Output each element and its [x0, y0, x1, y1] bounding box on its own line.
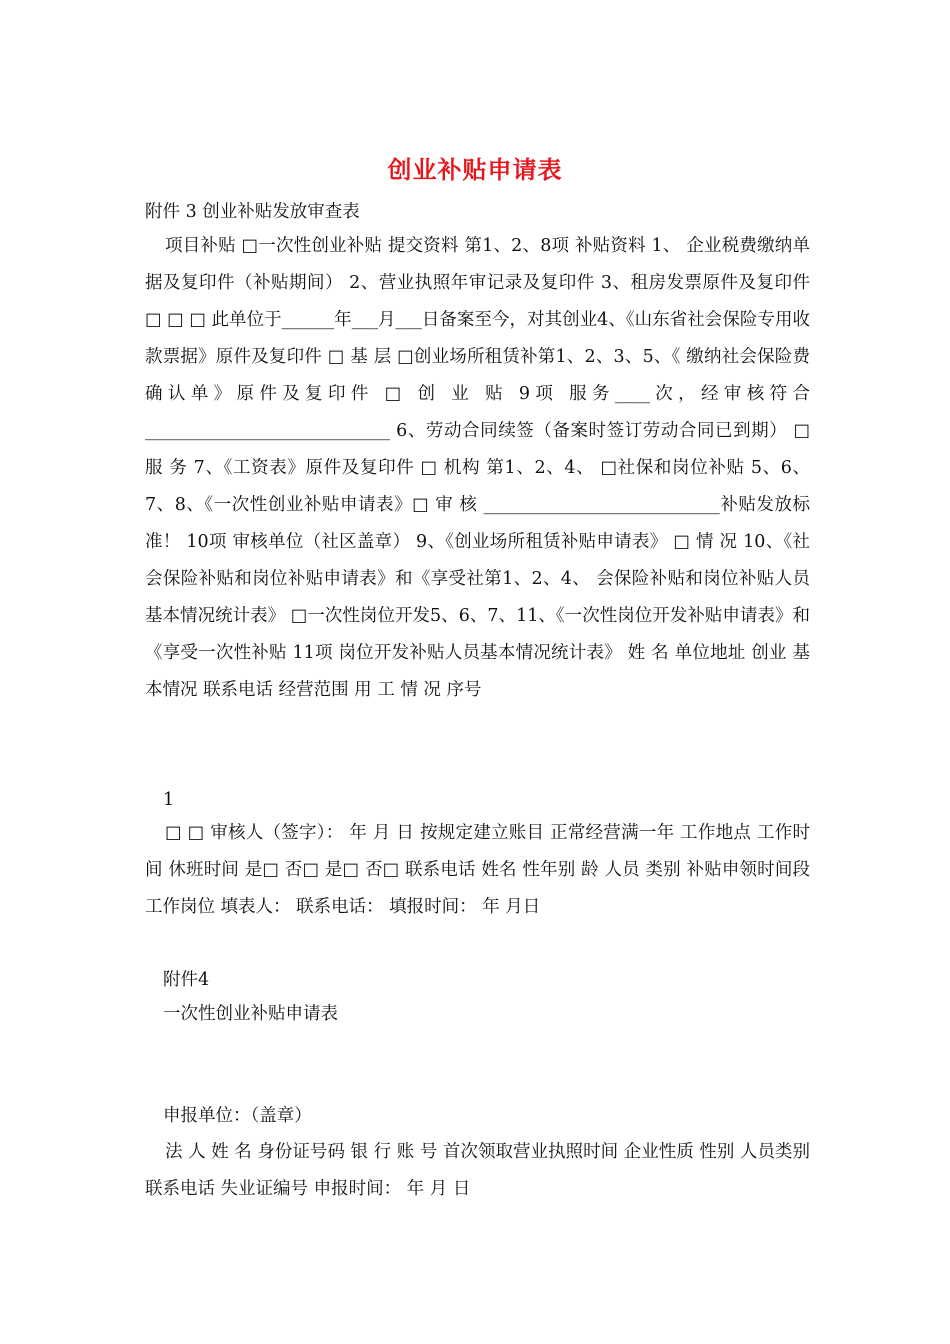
attachment4-label: 附件4: [163, 970, 210, 990]
applicant-unit: 申报单位：（盖章）: [163, 1106, 312, 1126]
applicant-fields: 法 人 姓 名 身份证号码 银 行 账 号 首次领取营业执照时间 企业性质 性别 人员类别 联系电话 失业证编号 申报时间： 年 月 日: [145, 1142, 810, 1199]
attachment4-title: 一次性创业补贴申请表: [163, 1004, 338, 1024]
document-title: 创业补贴申请表: [387, 155, 563, 184]
review-body: □ □ 审核人（签字）： 年 月 日 按规定建立账目 正常经营满一年 工作地点 工作时间 休班时间 是□ 否□ 是□ 否□ 联系电话 姓名 性年别 龄 人员 类别 补贴申领时间段 工作岗位 填表人： 联系电话： 填报时间： 年 月日: [145, 823, 810, 917]
attachment3-heading: 附件 3 创业补贴发放审查表: [145, 202, 360, 222]
attachment3-body: 项目补贴 □一次性创业补贴 提交资料 第1、2、8项 补贴资料 1、 企业税费缴纳单据及复印件（补贴期间） 2、营业执照年审记录及复印件 3、租房发票原件及复印件 □ □ □ 此单位于______年___月___日备案至今，对其创业4、《山东省社会保险专用收款票据》原件及复印件 □ 基 层 □创业场所租赁补第1、2、3、5、《 缴纳社会保险费确认单》原件及复印件 □ 创 业 贴 9项 服务____次，经审核符合____________________________ 6、劳动合同续签（备案时签订劳动合同已到期） □ 服 务 7、《工资表》原件及复印件 □ 机构 第1、2、4、 □社保和岗位补贴 5、6、7、8、《一次性创业补贴申请表》□ 审 核 ___________________________补贴发放标准！ 10项 审核单位（社区盖章） 9、《创业场所租赁补贴申请表》 □ 情 况 10、《社会保险补贴和岗位补贴申请表》和《享受社第1、2、4、 会保险补贴和岗位补贴人员基本情况统计表》 □一次性岗位开发5、6、7、11、《一次性岗位开发补贴申请表》和《享受一次性补贴 11项 岗位开发补贴人员基本情况统计表》 姓 名 单位地址 创业 基本情况 联系电话 经营范围 用 工 情 况 序号: [145, 236, 810, 700]
serial-number: 1: [163, 790, 175, 810]
